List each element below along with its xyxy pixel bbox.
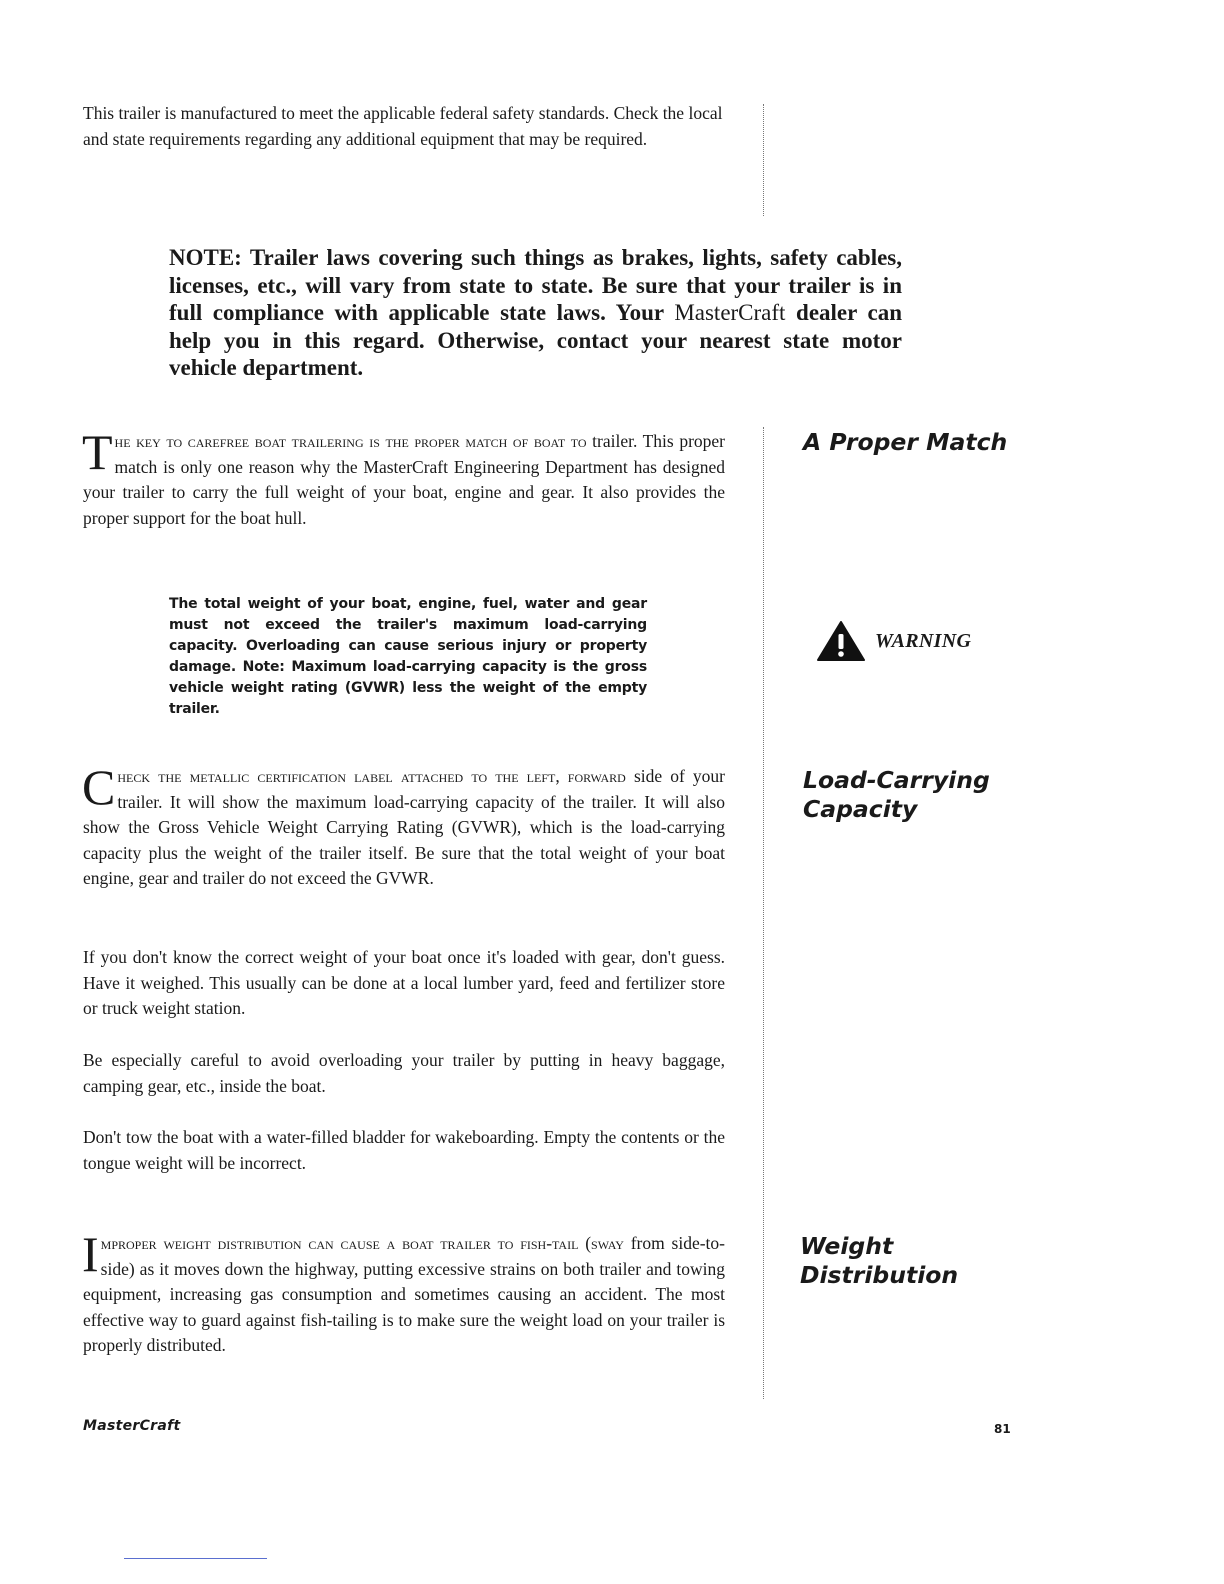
load-capacity-lead: heck the metallic certification label attached to the left, forward — [117, 766, 626, 786]
load-capacity-paragraph-4: Don't tow the boat with a water-filled bladder for wakeboarding. Empty the contents or the tongue weight will be incorrect. — [83, 1127, 725, 1173]
warning-text: The total weight of your boat, engine, fuel, water and gear must not exceed the trailer's maximum load-carrying capacity. Overloading can cause serious injury or property damage. Note: Maximum load-carrying capacity is the gross vehicle weight rating (GVWR) less the weight of the empty trailer. — [169, 596, 647, 717]
load-capacity-paragraph-1 — [82, 759, 725, 892]
load-capacity-paragraph-2: If you don't know the correct weight of your boat once it's loaded with gear, don't guess. Have it weighed. This usually can be done at a local lumber yard, feed and fertilizer store or truck weight station. — [83, 947, 725, 1018]
column-divider — [763, 427, 764, 1399]
proper-match-dropcap: T — [82, 424, 113, 480]
trailer-laws-note — [169, 244, 902, 382]
load-capacity-heading-line2: Capacity — [803, 795, 918, 823]
note-text-before: NOTE: Trailer laws covering such things as brakes, lights, safety cables, licenses, etc., will vary from state to state. Be sure that your trailer is in full compliance with applicable state laws. Your — [169, 245, 902, 325]
intro-paragraph: This trailer is manufactured to meet the applicable federal safety standards. Check the local and state requirements regarding any additional equipment that may be required. — [83, 103, 723, 149]
proper-match-paragraph — [82, 424, 725, 531]
bottom-rule — [124, 1558, 267, 1559]
page-number: 81 — [994, 1422, 1011, 1436]
load-capacity-heading-line1: Load-Carrying — [803, 766, 990, 794]
load-capacity-heading — [803, 766, 990, 824]
weight-distribution-heading — [800, 1232, 958, 1290]
weight-distribution-heading-line2: Distribution — [800, 1261, 959, 1289]
warning-label: WARNING — [875, 629, 972, 652]
weight-distribution-paragraph — [82, 1226, 725, 1359]
load-capacity-body: side of your trailer. It will show the maximum load-carrying capacity of the trailer. It will also show the Gross Vehicle Weight Carrying Rating (GVWR), which is the load-carrying capacity plus the weight of the trailer itself. Be sure that the total weight of your boat engine, gear and trailer do not exceed the GVWR. — [83, 766, 725, 888]
warning-badge — [816, 620, 971, 662]
load-capacity-paragraph-3: Be especially careful to avoid overloading your trailer by putting in heavy baggage, camping gear, etc., inside the boat. — [83, 1050, 725, 1096]
weight-distribution-heading-line1: Weight — [800, 1232, 894, 1260]
note-text-after: dealer can help you in this regard. Otherwise, contact your nearest state motor vehicle department. — [169, 300, 902, 380]
column-divider — [763, 104, 764, 216]
weight-distribution-body: from side-to-side) as it moves down the highway, putting excessive strains on both trailer and towing equipment, increasing gas consumption and sometimes causing an accident. The most effective way to guard against fish-tailing is to make sure the weight load on your trailer is properly distributed. — [83, 1233, 725, 1355]
note-brand: MasterCraft — [674, 300, 786, 325]
load-capacity-dropcap: C — [82, 759, 116, 815]
proper-match-lead: he key to carefree boat trailering is the proper match of boat to — [114, 431, 587, 451]
footer-brand-logo: MasterCraft — [83, 1418, 181, 1434]
warning-triangle-icon — [816, 620, 866, 662]
weight-distribution-lead: mproper weight distribution can cause a boat trailer to fish-tail (sway — [100, 1233, 624, 1253]
weight-distribution-dropcap: I — [82, 1226, 99, 1282]
proper-match-body: trailer. This proper match is only one reason why the MasterCraft Engineering Department has designed your trailer to carry the full weight of your boat, engine and gear. It also provides the proper support for the boat hull. — [83, 431, 725, 528]
proper-match-heading: A Proper Match — [803, 428, 1008, 456]
